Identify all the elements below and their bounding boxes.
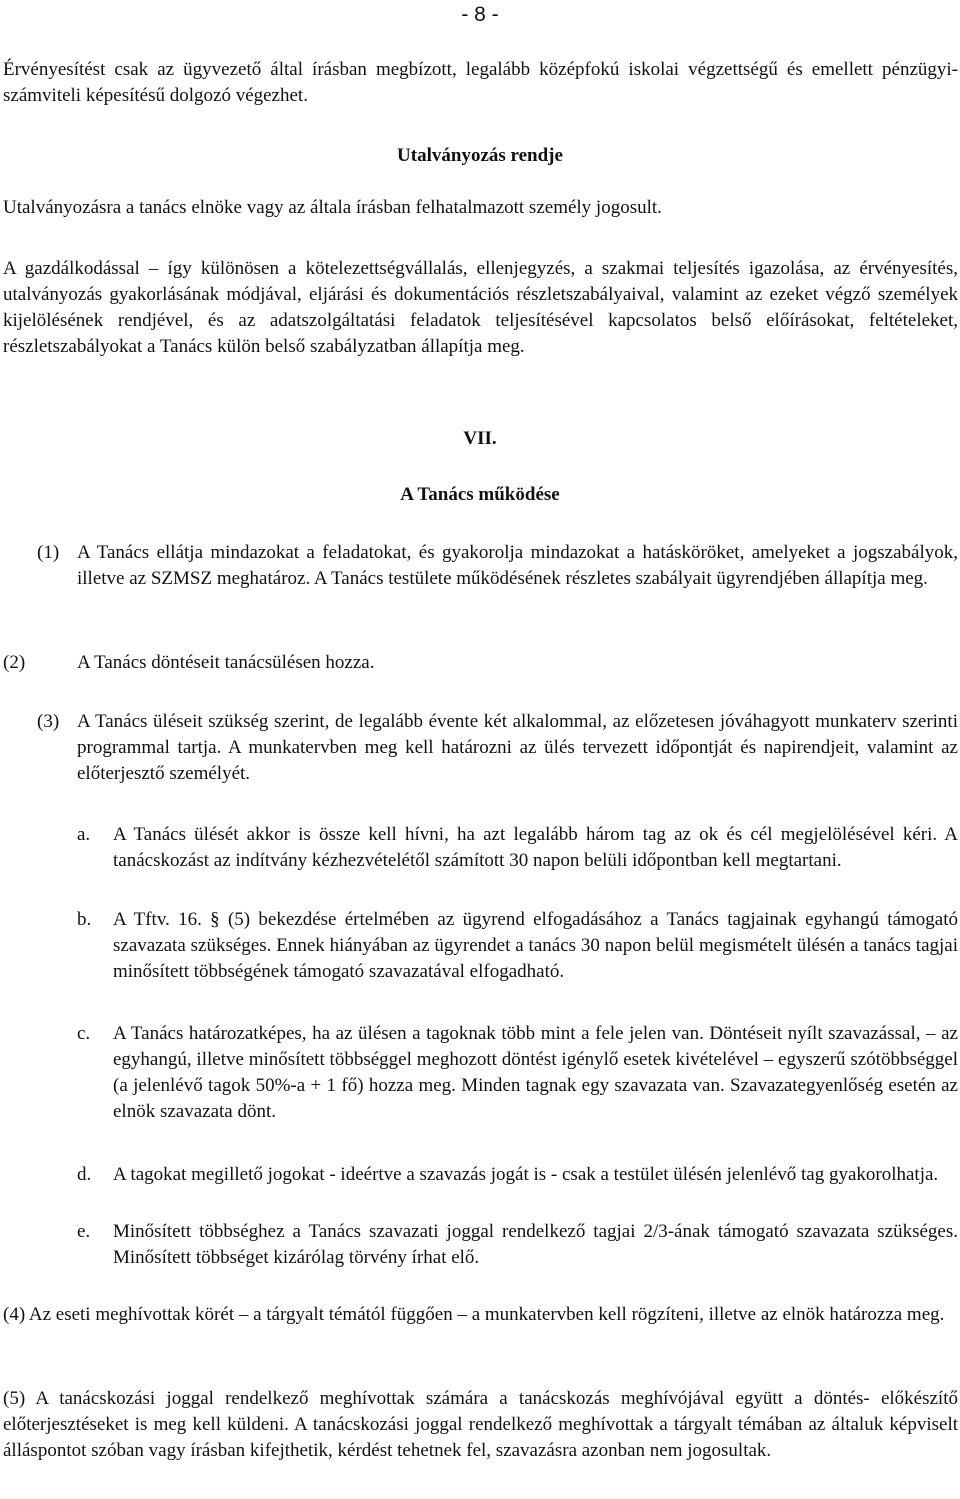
section-heading-utalvanyozas: Utalványozás rendje [397, 145, 563, 166]
intro-paragraph: Érvényesítést csak az ügyvezető által írásban megbízott, legalább középfokú iskolai végzettségű és emellett pénzügyi-számviteli képesítésű dolgozó végezhet. [3, 59, 958, 106]
point-text: A Tanács üléseit szükség szerint, de legalább évente két alkalommal, az előzetesen jóváhagyott munkaterv szerinti programmal tartja. A munkatervben meg kell határozni az ülés tervezett időpontját és napirendjeit, valamint az előterjesztő személyét. [77, 711, 958, 784]
sub-item-letter: c. [77, 1023, 91, 1044]
chapter-number: VII. [463, 428, 497, 449]
point-text: A Tanács döntéseit tanácsülésen hozza. [77, 652, 375, 673]
point-text: A Tanács ellátja mindazokat a feladatokat, és gyakorolja mindazokat a hatásköröket, amelyeket a jogszabályok, illetve az SZMSZ meghatároz. A Tanács testülete működésének részletes szabályait ügyrendjében állapítja meg. [77, 542, 958, 589]
sub-item-letter: b. [77, 909, 92, 930]
point-1 [3, 540, 958, 592]
sub-item-letter: a. [77, 824, 91, 845]
sub-item-letter: d. [77, 1164, 92, 1185]
sub-item-b [3, 907, 958, 985]
chapter-title: A Tanács működése [400, 484, 560, 505]
sub-item-d [3, 1162, 958, 1188]
sub-item-c [3, 1021, 958, 1125]
sub-item-e [3, 1219, 958, 1271]
page-number: - 8 - [461, 3, 499, 26]
sub-item-text: A Tanács ülését akkor is össze kell hívni, ha azt legalább három tag az ok és cél megjelölésével kéri. A tanácskozást az indítvány kézhezvételétől számított 30 napon belüli időpontban kell megtartani. [113, 824, 958, 871]
point-number: (3) [37, 711, 60, 732]
point-4: (4) Az eseti meghívottak körét – a tárgyalt témától függően – a munkatervben kell rögzíteni, illetve az elnök határozza meg. [3, 1304, 945, 1325]
gazdalkodas-paragraph: A gazdálkodással – így különösen a kötelezettségvállalás, ellenjegyzés, a szakmai teljesítés igazolása, az érvényesítés, utalványozás gyakorlásának módjával, eljárási és dokumentációs részletszabályaival, valamint az ezeket végző személyek kijelölésének rendjével, és az adatszolgáltatási feladatok teljesítésével kapcsolatos belső előírásokat, feltételeket, részletszabályokat a Tanács külön belső szabályzatban állapítja meg. [3, 258, 958, 357]
sub-item-letter: e. [77, 1221, 91, 1242]
utalvanyozas-paragraph: Utalványozásra a tanács elnöke vagy az általa írásban felhatalmazott személy jogosult. [3, 197, 662, 218]
sub-item-text: Minősített többséghez a Tanács szavazati joggal rendelkező tagjai 2/3-ának támogató szavazata szükséges. Minősített többséget kizárólag törvény írhat elő. [113, 1221, 958, 1268]
point-5: (5) A tanácskozási joggal rendelkező meghívottak számára a tanácskozás meghívójával együtt a döntés- előkészítő előterjesztéseket is meg kell küldeni. A tanácskozási joggal rendelkező meghívottak a tárgyalt témában az általuk képviselt álláspontot szóban vagy írásban kifejthetik, kérdést tehetnek fel, szavazásra azonban nem jogosultak. [3, 1388, 958, 1461]
point-3 [3, 709, 958, 787]
point-number: (2) [3, 652, 26, 673]
point-number: (1) [37, 542, 60, 563]
sub-item-text: A Tftv. 16. § (5) bekezdése értelmében az ügyrend elfogadásához a Tanács tagjainak egyhangú támogató szavazata szükséges. Ennek hiányában az ügyrendet a tanács 30 napon belül megismételt ülésén a tanács tagjai minősített többségének támogató szavazatával elfogadható. [113, 909, 958, 982]
sub-item-text: A tagokat megillető jogokat - ideértve a szavazás jogát is - csak a testület ülésén jelenlévő tag gyakorolhatja. [113, 1164, 939, 1185]
sub-item-a [3, 822, 958, 874]
sub-item-text: A Tanács határozatképes, ha az ülésen a tagoknak több mint a fele jelen van. Döntéseit nyílt szavazással, – az egyhangú, illetve minősített többséggel meghozott döntést igénylő esetek kivételével – egyszerű szótöbbséggel (a jelenlévő tagok 50%-a + 1 fő) hozza meg. Minden tagnak egy szavazata van. Szavazategyenlőség esetén az elnök szavazata dönt. [113, 1023, 958, 1122]
point-2 [3, 650, 958, 676]
